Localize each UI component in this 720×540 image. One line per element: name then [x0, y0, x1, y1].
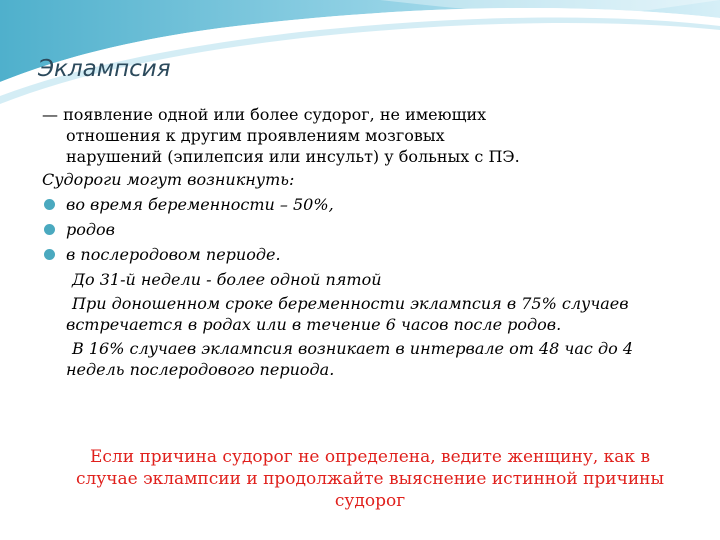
bullet-text: во время беременности – 50%,	[66, 195, 334, 214]
definition-line-1: — появление одной или более судорог, не имеющих	[42, 105, 487, 124]
definition-line-2: отношения к другим проявлениям мозговых	[66, 126, 445, 145]
bullet-dot-icon	[44, 199, 55, 210]
bullet-list	[42, 194, 692, 265]
definition-text	[42, 104, 692, 167]
bullet-item	[42, 194, 692, 215]
slide-title: Эклампсия	[38, 56, 171, 82]
definition-line-3: нарушений (эпилепсия или инсульт) у больных с ПЭ.	[66, 147, 520, 166]
bullet-dot-icon	[44, 224, 55, 235]
note-postpartum-interval: В 16% случаев эклампсия возникает в интервале от 48 час до 4 недель послеродового периода.	[66, 339, 634, 379]
intro-text: Судороги могут возникнуть:	[42, 170, 295, 189]
bullet-dot-icon	[44, 249, 55, 260]
bullet-item	[42, 244, 692, 265]
warning-text: Если причина судорог не определена, ведите женщину, как в случае эклампсии и продолжайте выяснение истинной причины судорог	[75, 447, 665, 511]
note-term-pregnancy: При доношенном сроке беременности эклампсия в 75% случаев встречается в родах или в течение 6 часов после родов.	[66, 294, 629, 334]
bullet-item	[42, 219, 692, 240]
slide-content	[42, 104, 692, 380]
note-before-31-weeks: До 31-й недели - более одной пятой	[72, 270, 382, 289]
bullet-text: в послеродовом периоде.	[66, 245, 281, 264]
bullet-text: родов	[66, 220, 115, 239]
